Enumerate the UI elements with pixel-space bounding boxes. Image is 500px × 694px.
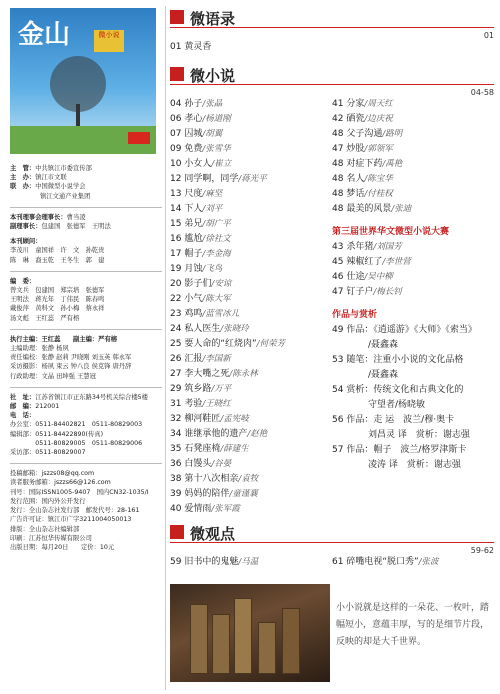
editorial-row: 主编助理：张静 杨夙 (10, 345, 69, 353)
editors-row: 汤文彪 王红蕊 严有榕 (10, 314, 80, 322)
editors-row: 曾文兵 包建国 郑宗培 张德军 (10, 287, 105, 295)
book-spine (282, 608, 300, 674)
toc-item[interactable]: 61 碎嘴电视“脱口秀”/张波 (332, 557, 439, 567)
chair: 曹当凌 (66, 213, 86, 221)
toc-item[interactable]: 16 尴尬/徐社文 (170, 234, 231, 244)
editorial-row: 行政助理：文晶 田坤强 王慧冠 (10, 372, 96, 380)
book-spine (190, 604, 208, 674)
toc-left-list (170, 97, 332, 517)
toc-item[interactable]: 31 考验/王晓红 (170, 399, 231, 409)
vice-label: 副理事长： (10, 223, 42, 231)
zip: 212001 (35, 403, 60, 411)
section-title: 微观点 (190, 525, 236, 543)
advisors-2: 陈 琳 裔玉乾 王冬生 郭 建 (10, 256, 105, 264)
masthead-column (6, 6, 166, 690)
phone-label: 电 话： (10, 412, 36, 420)
section-page: 59-62 (470, 546, 494, 555)
section-title: 微语录 (190, 10, 236, 28)
footer-row: 排版：全山杂志社编辑部 (10, 525, 80, 533)
toc-author: /聂鑫森 (332, 340, 399, 350)
phone-row: 0511-80829005 0511-80829006 (10, 439, 143, 447)
toc-item[interactable]: 49 作品：《逍遥游》《大师》《索当》 (332, 325, 477, 335)
toc-author: 刘昌灵 译 赏析：谢志强 (332, 430, 470, 440)
section-page: 04-58 (470, 88, 494, 97)
toc-item[interactable]: 45 辣椒红了/李世营 (332, 257, 411, 267)
toc-item[interactable]: 59 旧书中的鬼魅/马温 (170, 557, 259, 567)
toc-item[interactable]: 57 作品：帽子 波兰/格罗津斯卡 (332, 445, 467, 455)
section-marker-icon (170, 67, 184, 81)
toc-item[interactable]: 27 李大嘴之死/陈永林 (170, 369, 258, 379)
toc-item[interactable]: 19 月蚀/飞鸟 (170, 264, 223, 274)
toc-item[interactable]: 29 筑乡路/万平 (170, 384, 232, 394)
coop-1: 中国微型小说学会 (35, 183, 86, 191)
toc-item[interactable]: 07 囚城/胡翼 (170, 129, 223, 139)
zip-label: 邮 编： (10, 403, 36, 411)
divider (10, 463, 162, 464)
toc-item[interactable]: 56 作品：走 运 波兰/穆·奥卡 (332, 415, 455, 425)
book-spine (258, 622, 276, 674)
advisors-1: 李茂川 童国祥 许 文 孙乾贵 (10, 247, 105, 255)
address: 江苏省镇江市正东路34号机关综合楼5楼 (35, 393, 148, 401)
toc-item[interactable]: 36 白馒头/谷晏 (170, 459, 232, 469)
toc-item[interactable]: 01 黄灵香 (170, 42, 212, 52)
section-title: 微小说 (190, 67, 236, 85)
works-heading: 作品与赏析 (332, 310, 378, 320)
exec-editor: 执行主编：王红蕊 副主编：严有榕 (10, 335, 118, 343)
toc-item[interactable]: 12 同学啊，同学/蒋光平 (170, 174, 267, 184)
toc-item[interactable]: 09 免费/张雪华 (170, 144, 231, 154)
toc-item[interactable]: 40 爱情雨/张军霞 (170, 504, 240, 514)
cover-badge: 微小说 (94, 30, 124, 52)
toc-item[interactable]: 24 私人医生/张晓玲 (170, 324, 249, 334)
toc-author: /聂鑫森 (332, 370, 399, 380)
section-marker-icon (170, 525, 184, 539)
coop-label: 联 办： (10, 183, 36, 191)
footer-row: 读者服务邮箱：jszzs66@126.com (10, 479, 111, 487)
divider (10, 207, 162, 208)
toc-item[interactable]: 54 赏析：传统文化和古典文化的 (332, 385, 464, 395)
phone-row: 办公室：0511-84402821 0511-80829003 (10, 421, 143, 429)
divider (10, 329, 162, 330)
books-photo (170, 584, 330, 682)
toc-item[interactable]: 43 杀年猪/刘国芳 (332, 242, 402, 252)
toc-item[interactable]: 22 小气/陈大军 (170, 294, 231, 304)
toc-item[interactable]: 42 硒瓷/边庆祝 (332, 114, 393, 124)
cover-logo: 金山 (18, 20, 71, 50)
host-label: 主 办： (10, 174, 36, 182)
footer-row: 印刷：江苏恒华传媒有限公司 (10, 534, 92, 542)
toc-item[interactable]: 41 分家/周天红 (332, 99, 393, 109)
masthead-info (10, 164, 162, 558)
toc-item[interactable]: 48 父子沟通/路明 (332, 129, 403, 139)
phone-row: 采访部：0511-80829007 (10, 449, 86, 457)
toc-item[interactable]: 38 第十八次相亲/袁牧 (170, 474, 259, 484)
book-spine (212, 614, 230, 674)
toc-author: 凌涛 译 赏析：谢志强 (332, 460, 461, 470)
toc-item[interactable]: 06 孝心/杨道刚 (170, 114, 231, 124)
contest-heading: 第三届世界华文微型小说大赛 (332, 227, 450, 237)
divider (10, 271, 162, 272)
toc-item[interactable]: 15 弟兄/胡广平 (170, 219, 231, 229)
divider (10, 387, 162, 388)
footer-row: 刊号：国际ISSN1005-9407 国内CN32-1035/I (10, 488, 149, 496)
toc-item[interactable]: 53 随笔：注重小小说的文化品格 (332, 355, 464, 365)
footer-row: 广告许可证：镇江市广字3211004050013 (10, 516, 132, 524)
section-header-stories (170, 63, 494, 97)
toc-item[interactable]: 守望者/杨晓敏 (332, 400, 426, 410)
toc-item[interactable]: 46 仕途/吴中柳 (332, 272, 393, 282)
toc-item[interactable]: 48 名人/陈宝华 (332, 174, 393, 184)
editorial-row: 责任编校：张静 赵莉 尹晓刚 刘玉英 韩永军 (10, 354, 132, 362)
toc-right-list (332, 97, 494, 517)
toc-item[interactable]: 23 鸡鸣/蓝雪冰儿 (170, 309, 240, 319)
vice: 包建国 张德军 王明法 (41, 223, 111, 231)
toc-item[interactable]: 25 要人命的“红烧肉”/何荣芳 (170, 339, 286, 349)
section-header-views (170, 521, 494, 555)
coop-2: 镇江文通产业集团 (40, 192, 91, 200)
section-header-quotes (170, 6, 494, 40)
toc-item[interactable]: 32 柳河鞋匠/孟宪岐 (170, 414, 249, 424)
toc-item[interactable]: 48 对症下药/禹艳 (332, 159, 403, 169)
editors-label: 编 委： (10, 277, 36, 285)
toc-item[interactable]: 26 汇报/李国新 (170, 354, 231, 364)
toc-item[interactable]: 34 谁继承他的遗产/赵艳 (170, 429, 268, 439)
cover-tag (128, 132, 150, 144)
advisors-label: 本刊顾问： (10, 238, 42, 246)
toc-item[interactable]: 10 小女人/崔立 (170, 159, 232, 169)
section-marker-icon (170, 10, 184, 24)
editorial-row: 采访摄影：杨夙 束云 钟八良 侯克锋 唐丹辞 (10, 363, 132, 371)
editors-row: 戴俊萍 黄科文 孙小梅 蔡永祥 (10, 305, 105, 313)
toc-item[interactable]: 48 最美的风景/张迪 (332, 204, 412, 214)
cover-image (10, 8, 156, 154)
chair-label: 本刊理事会理事长： (10, 213, 67, 221)
toc-item[interactable]: 47 钉子户/梅长钊 (332, 287, 402, 297)
toc-item[interactable]: 35 石凳座椅/薛建生 (170, 444, 249, 454)
section-page: 01 (483, 31, 494, 40)
toc-item[interactable]: 39 妈妈的陪伴/童谨襄 (170, 489, 258, 499)
toc-item[interactable]: 17 帽子/李金海 (170, 249, 231, 259)
quote-text: 小小说就是这样的一朵花、一枚叶，踏幅短小，意蕴丰厚，写的是细节片段，反映的却是大千世界。 (336, 603, 490, 647)
footer-row: 发行范围：国内外公开发行 (10, 497, 86, 505)
address-label: 社 址： (10, 393, 36, 401)
editors-row: 王明法 蒋光年 丁伟民 陈春鸣 (10, 296, 105, 304)
sponsor-label: 主 管： (10, 165, 36, 172)
toc-item[interactable]: 14 下人/刘平 (170, 204, 223, 214)
sponsor: 中共镇江市委宣传部 (35, 165, 92, 172)
toc-item[interactable]: 13 尺度/麻坚 (170, 189, 223, 199)
host: 镇江市文联 (35, 174, 67, 182)
footer-row: 发行：全山杂志社发行部 邮发代号：28-161 (10, 507, 140, 515)
footer-row: 投稿邮箱：jszzs08@qq.com (10, 470, 95, 478)
footer-row: 出版日期：每月20日 定价：10元 (10, 543, 115, 551)
toc-item[interactable]: 47 炒股/郭领军 (332, 144, 393, 154)
toc-item[interactable]: 48 梦话/付桂权 (332, 189, 393, 199)
toc-item[interactable]: 20 影子们/安谅 (170, 279, 232, 289)
toc-column (170, 6, 494, 570)
toc-item[interactable]: 04 孙子/张晶 (170, 99, 223, 109)
phone-row: 编辑部：0511-84422890(传真) (10, 430, 104, 438)
book-spine (234, 598, 252, 674)
